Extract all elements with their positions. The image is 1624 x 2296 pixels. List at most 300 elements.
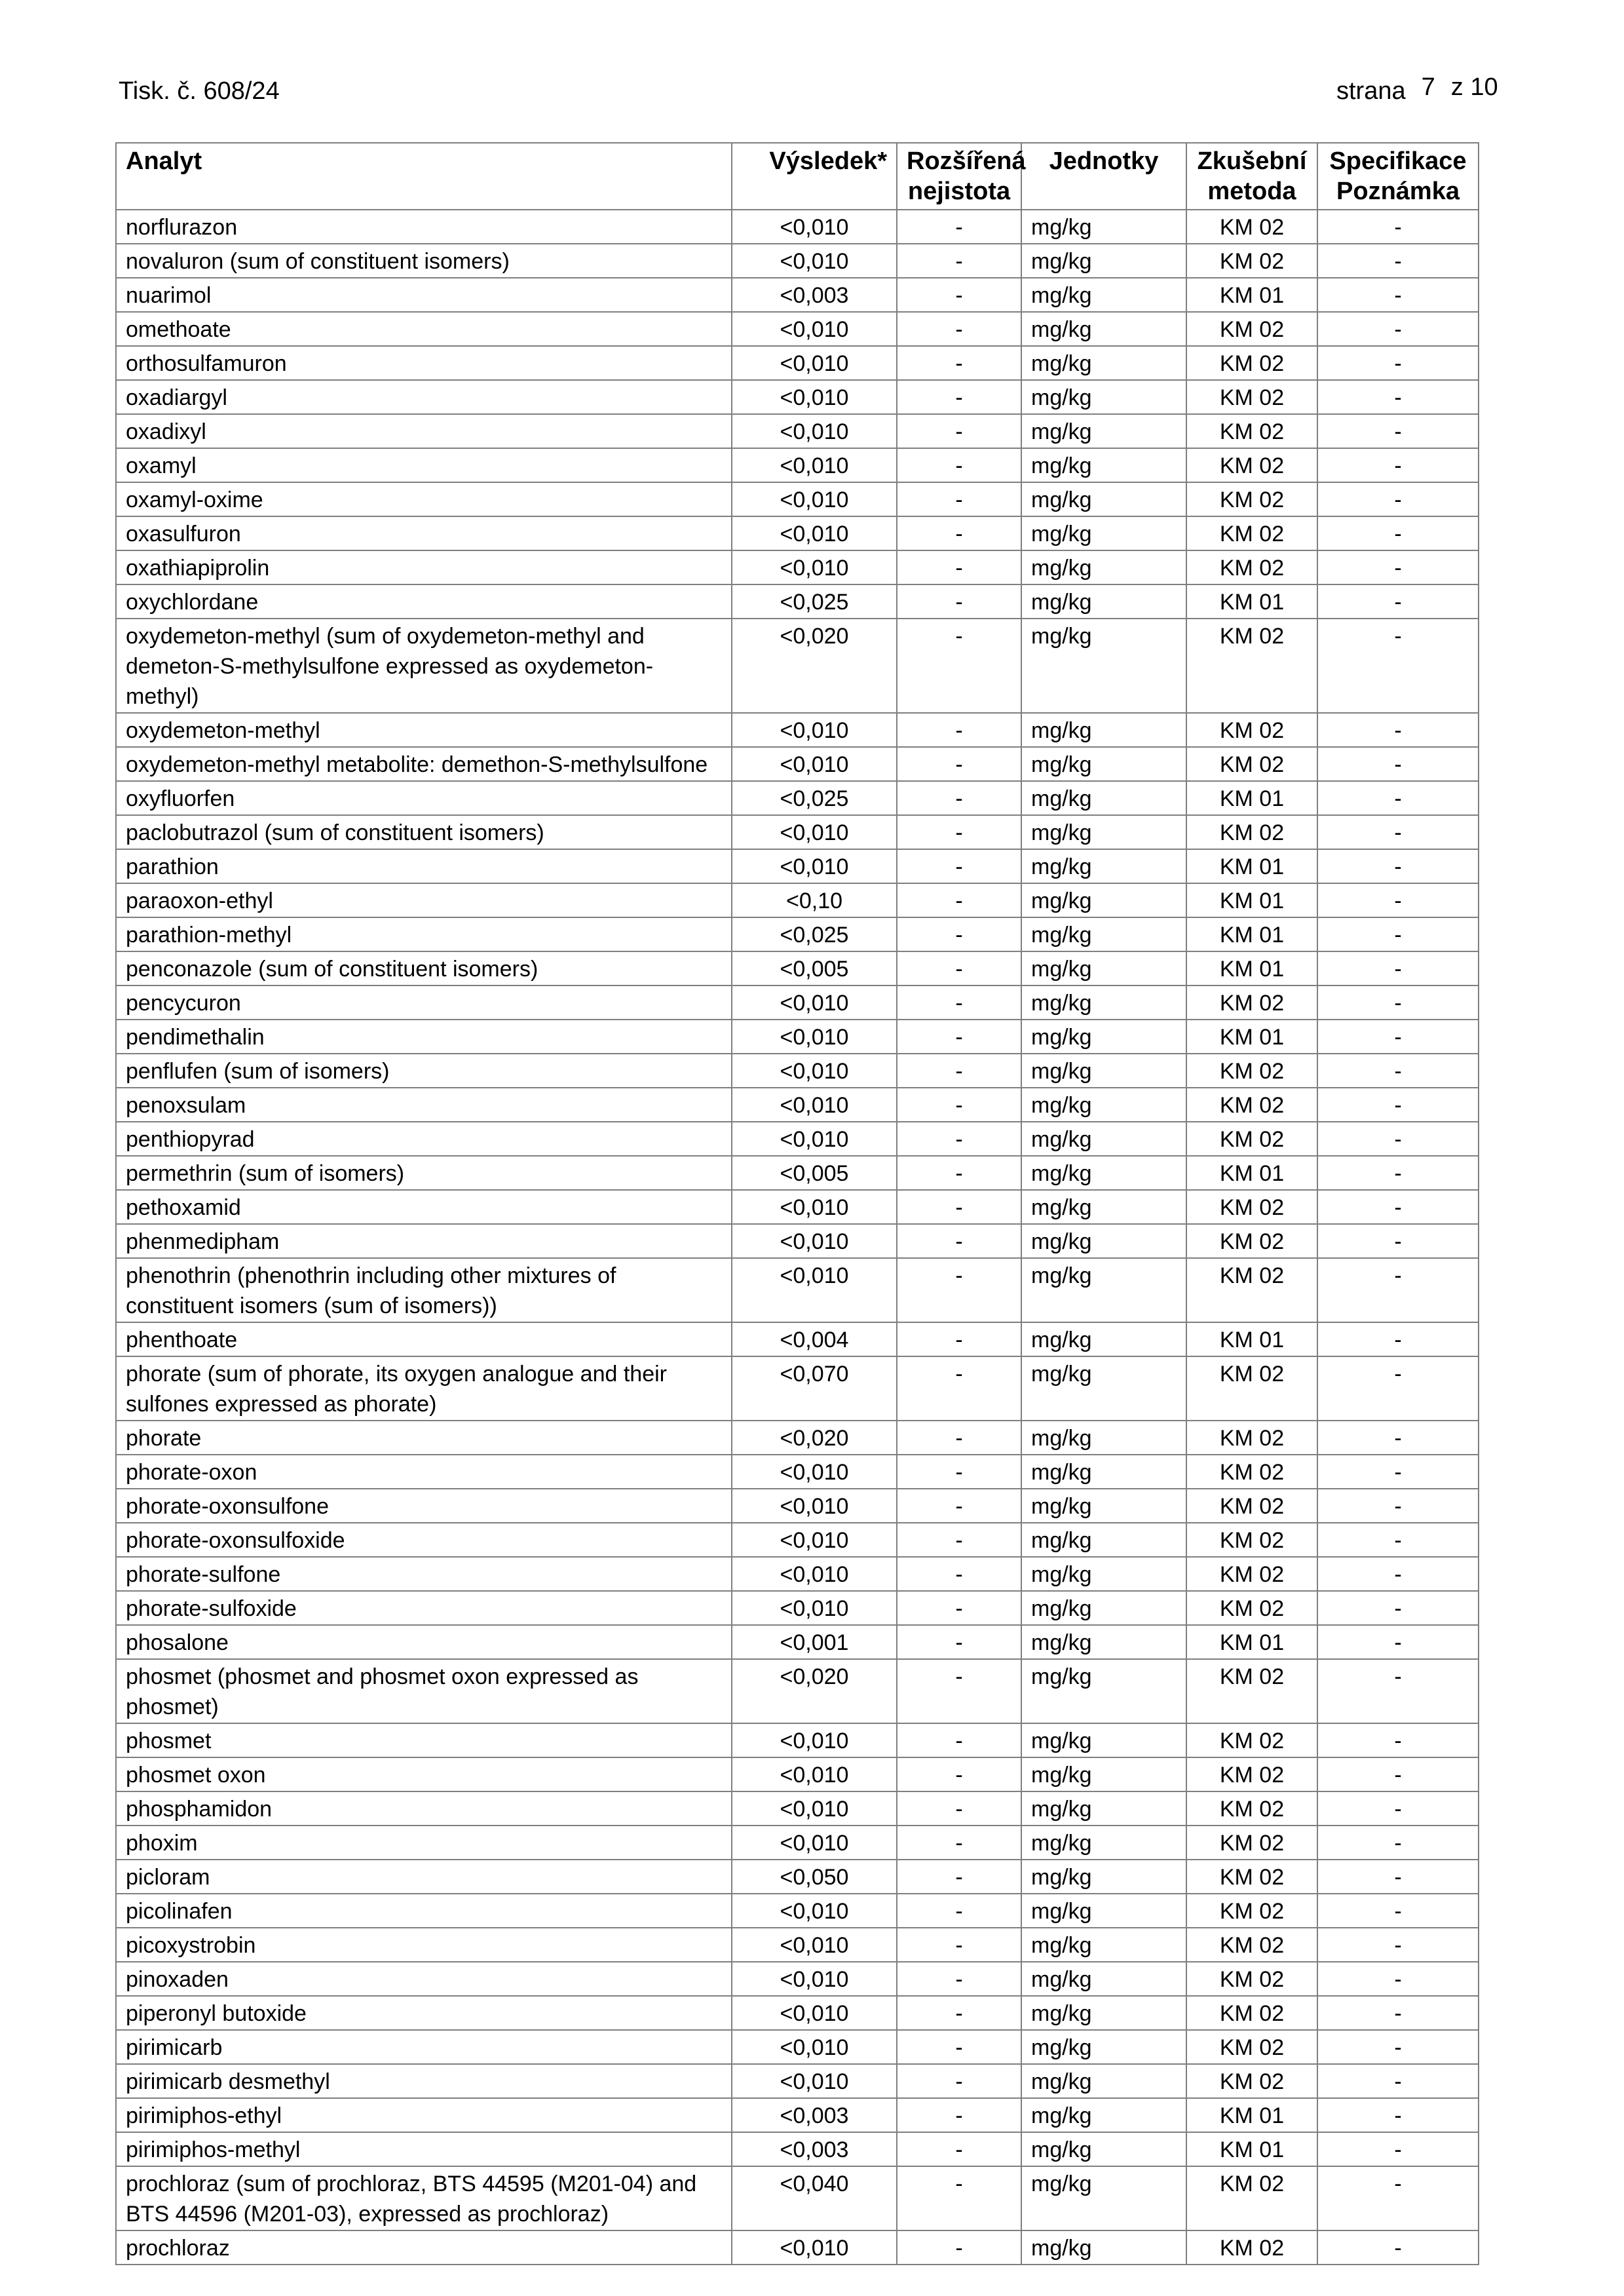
table-row: [116, 1962, 1479, 1996]
cell-spec: -: [1317, 312, 1479, 346]
cell-spec: -: [1317, 1860, 1479, 1894]
cell-unit: mg/kg: [1021, 1020, 1186, 1054]
cell-unit: mg/kg: [1021, 448, 1186, 482]
cell-result: <0,003: [732, 278, 897, 312]
cell-result: <0,003: [732, 2132, 897, 2166]
cell-uncertainty: -: [897, 1020, 1021, 1054]
cell-unit: mg/kg: [1021, 2064, 1186, 2098]
cell-spec: -: [1317, 1962, 1479, 1996]
column-header-method: Zkušební metoda: [1186, 143, 1317, 210]
cell-unit: mg/kg: [1021, 1489, 1186, 1523]
table-row: [116, 1356, 1479, 1421]
table-row: [116, 1625, 1479, 1659]
cell-unit: mg/kg: [1021, 1258, 1186, 1322]
cell-unit: mg/kg: [1021, 550, 1186, 584]
cell-unit: mg/kg: [1021, 346, 1186, 380]
cell-uncertainty: -: [897, 2230, 1021, 2265]
cell-analyt: oxadiargyl: [116, 380, 732, 414]
cell-uncertainty: -: [897, 1860, 1021, 1894]
cell-result: <0,001: [732, 1625, 897, 1659]
cell-analyt: oxamyl: [116, 448, 732, 482]
cell-result: <0,010: [732, 1826, 897, 1860]
cell-method: KM 02: [1186, 414, 1317, 448]
cell-method: KM 01: [1186, 1020, 1317, 1054]
cell-method: KM 02: [1186, 1356, 1317, 1421]
cell-spec: -: [1317, 1523, 1479, 1557]
cell-unit: mg/kg: [1021, 1757, 1186, 1791]
cell-result: <0,010: [732, 1723, 897, 1757]
cell-spec: -: [1317, 1659, 1479, 1723]
table-row: [116, 312, 1479, 346]
cell-spec: -: [1317, 1258, 1479, 1322]
cell-analyt: phosalone: [116, 1625, 732, 1659]
cell-method: KM 02: [1186, 1659, 1317, 1723]
cell-analyt: pethoxamid: [116, 1190, 732, 1224]
cell-spec: -: [1317, 244, 1479, 278]
cell-spec: -: [1317, 1224, 1479, 1258]
table-row: [116, 448, 1479, 482]
cell-result: <0,003: [732, 2098, 897, 2132]
cell-unit: mg/kg: [1021, 1928, 1186, 1962]
cell-analyt: oxasulfuron: [116, 516, 732, 550]
cell-analyt: parathion: [116, 849, 732, 883]
cell-uncertainty: -: [897, 781, 1021, 815]
cell-uncertainty: -: [897, 815, 1021, 849]
cell-spec: -: [1317, 1996, 1479, 2030]
cell-result: <0,010: [732, 2230, 897, 2265]
table-row: [116, 1322, 1479, 1356]
cell-spec: -: [1317, 1928, 1479, 1962]
table-row: [116, 210, 1479, 244]
cell-result: <0,010: [732, 482, 897, 516]
cell-unit: mg/kg: [1021, 1421, 1186, 1455]
table-row: [116, 2064, 1479, 2098]
cell-analyt: phorate: [116, 1421, 732, 1455]
cell-uncertainty: -: [897, 849, 1021, 883]
cell-spec: -: [1317, 2098, 1479, 2132]
cell-unit: mg/kg: [1021, 2230, 1186, 2265]
cell-result: <0,010: [732, 849, 897, 883]
cell-uncertainty: -: [897, 312, 1021, 346]
cell-unit: mg/kg: [1021, 1054, 1186, 1088]
table-row: [116, 883, 1479, 917]
cell-method: KM 01: [1186, 1625, 1317, 1659]
cell-uncertainty: -: [897, 1088, 1021, 1122]
cell-result: <0,010: [732, 1224, 897, 1258]
table-row: [116, 1557, 1479, 1591]
cell-result: <0,10: [732, 883, 897, 917]
cell-result: <0,010: [732, 1088, 897, 1122]
cell-analyt: norflurazon: [116, 210, 732, 244]
table-row: [116, 244, 1479, 278]
cell-method: KM 02: [1186, 1224, 1317, 1258]
cell-spec: -: [1317, 1322, 1479, 1356]
cell-uncertainty: -: [897, 619, 1021, 713]
cell-spec: -: [1317, 414, 1479, 448]
cell-uncertainty: -: [897, 1190, 1021, 1224]
table-row: [116, 747, 1479, 781]
cell-method: KM 01: [1186, 2098, 1317, 2132]
cell-spec: -: [1317, 747, 1479, 781]
cell-uncertainty: -: [897, 713, 1021, 747]
cell-method: KM 02: [1186, 985, 1317, 1020]
cell-uncertainty: -: [897, 1122, 1021, 1156]
cell-spec: -: [1317, 1489, 1479, 1523]
cell-method: KM 02: [1186, 1928, 1317, 1962]
cell-uncertainty: -: [897, 1156, 1021, 1190]
cell-analyt: phoxim: [116, 1826, 732, 1860]
cell-uncertainty: -: [897, 1455, 1021, 1489]
cell-method: KM 01: [1186, 1156, 1317, 1190]
cell-method: KM 02: [1186, 380, 1317, 414]
cell-analyt: phosphamidon: [116, 1791, 732, 1826]
table-row: [116, 550, 1479, 584]
cell-analyt: phosmet (phosmet and phosmet oxon expressed as phosmet): [116, 1659, 732, 1723]
cell-spec: -: [1317, 1591, 1479, 1625]
cell-unit: mg/kg: [1021, 1322, 1186, 1356]
table-row: [116, 2166, 1479, 2230]
cell-result: <0,004: [732, 1322, 897, 1356]
table-row: [116, 1020, 1479, 1054]
cell-spec: -: [1317, 1088, 1479, 1122]
cell-analyt: pirimiphos-ethyl: [116, 2098, 732, 2132]
cell-uncertainty: -: [897, 1659, 1021, 1723]
cell-unit: mg/kg: [1021, 210, 1186, 244]
cell-uncertainty: -: [897, 1356, 1021, 1421]
cell-method: KM 02: [1186, 448, 1317, 482]
table-row: [116, 1996, 1479, 2030]
cell-result: <0,010: [732, 1523, 897, 1557]
column-header-unit: Jednotky: [1021, 143, 1186, 210]
cell-unit: mg/kg: [1021, 2030, 1186, 2064]
cell-analyt: phenthoate: [116, 1322, 732, 1356]
page-indicator: [1336, 73, 1498, 105]
cell-result: <0,010: [732, 244, 897, 278]
cell-result: <0,025: [732, 917, 897, 951]
cell-analyt: phenothrin (phenothrin including other mixtures of constituent isomers (sum of isomers)): [116, 1258, 732, 1322]
cell-result: <0,020: [732, 1421, 897, 1455]
cell-uncertainty: -: [897, 747, 1021, 781]
table-row: [116, 985, 1479, 1020]
column-header-analyt: Analyt: [116, 143, 732, 210]
cell-unit: mg/kg: [1021, 244, 1186, 278]
cell-analyt: phorate-oxon: [116, 1455, 732, 1489]
cell-uncertainty: -: [897, 883, 1021, 917]
table-row: [116, 1054, 1479, 1088]
cell-analyt: prochloraz (sum of prochloraz, BTS 44595 (M201-04) and BTS 44596 (M201-03), expressed as prochloraz): [116, 2166, 732, 2230]
cell-method: KM 02: [1186, 1860, 1317, 1894]
cell-uncertainty: -: [897, 1996, 1021, 2030]
table-row: [116, 414, 1479, 448]
cell-method: KM 01: [1186, 2132, 1317, 2166]
cell-analyt: phorate (sum of phorate, its oxygen analogue and their sulfones expressed as phorate): [116, 1356, 732, 1421]
cell-analyt: penflufen (sum of isomers): [116, 1054, 732, 1088]
cell-analyt: phenmedipham: [116, 1224, 732, 1258]
table-row: [116, 346, 1479, 380]
cell-spec: -: [1317, 584, 1479, 619]
cell-spec: -: [1317, 883, 1479, 917]
cell-method: KM 01: [1186, 849, 1317, 883]
cell-method: KM 01: [1186, 951, 1317, 985]
cell-result: <0,040: [732, 2166, 897, 2230]
cell-result: <0,010: [732, 380, 897, 414]
cell-spec: -: [1317, 815, 1479, 849]
cell-result: <0,005: [732, 1156, 897, 1190]
table-row: [116, 1156, 1479, 1190]
cell-result: <0,010: [732, 346, 897, 380]
cell-analyt: oxadixyl: [116, 414, 732, 448]
cell-analyt: permethrin (sum of isomers): [116, 1156, 732, 1190]
table-row: [116, 1659, 1479, 1723]
cell-spec: -: [1317, 482, 1479, 516]
cell-analyt: prochloraz: [116, 2230, 732, 2265]
cell-spec: -: [1317, 1156, 1479, 1190]
cell-spec: -: [1317, 917, 1479, 951]
cell-unit: mg/kg: [1021, 1156, 1186, 1190]
cell-spec: -: [1317, 380, 1479, 414]
cell-uncertainty: -: [897, 1489, 1021, 1523]
cell-result: <0,010: [732, 1591, 897, 1625]
table-row: [116, 2030, 1479, 2064]
cell-method: KM 02: [1186, 619, 1317, 713]
cell-analyt: parathion-methyl: [116, 917, 732, 951]
cell-uncertainty: -: [897, 1625, 1021, 1659]
cell-uncertainty: -: [897, 1928, 1021, 1962]
cell-analyt: phosmet oxon: [116, 1757, 732, 1791]
cell-method: KM 01: [1186, 917, 1317, 951]
cell-result: <0,010: [732, 1894, 897, 1928]
cell-method: KM 01: [1186, 584, 1317, 619]
cell-method: KM 02: [1186, 244, 1317, 278]
cell-method: KM 01: [1186, 1322, 1317, 1356]
cell-result: <0,010: [732, 1054, 897, 1088]
table-row: [116, 516, 1479, 550]
cell-method: KM 02: [1186, 2064, 1317, 2098]
cell-unit: mg/kg: [1021, 815, 1186, 849]
cell-spec: -: [1317, 1826, 1479, 1860]
cell-method: KM 01: [1186, 278, 1317, 312]
table-row: [116, 1258, 1479, 1322]
cell-method: KM 02: [1186, 1894, 1317, 1928]
cell-analyt: penconazole (sum of constituent isomers): [116, 951, 732, 985]
table-row: [116, 713, 1479, 747]
cell-method: KM 02: [1186, 1996, 1317, 2030]
cell-analyt: picloram: [116, 1860, 732, 1894]
cell-uncertainty: -: [897, 1591, 1021, 1625]
cell-spec: -: [1317, 2230, 1479, 2265]
cell-unit: mg/kg: [1021, 849, 1186, 883]
cell-unit: mg/kg: [1021, 1996, 1186, 2030]
cell-unit: mg/kg: [1021, 985, 1186, 1020]
cell-method: KM 02: [1186, 2030, 1317, 2064]
cell-result: <0,010: [732, 1791, 897, 1826]
cell-unit: mg/kg: [1021, 1224, 1186, 1258]
cell-method: KM 02: [1186, 2166, 1317, 2230]
cell-uncertainty: -: [897, 584, 1021, 619]
cell-unit: mg/kg: [1021, 1791, 1186, 1826]
cell-spec: -: [1317, 985, 1479, 1020]
cell-method: KM 01: [1186, 883, 1317, 917]
cell-result: <0,010: [732, 516, 897, 550]
cell-spec: -: [1317, 1894, 1479, 1928]
cell-uncertainty: -: [897, 346, 1021, 380]
cell-spec: -: [1317, 781, 1479, 815]
cell-result: <0,010: [732, 1996, 897, 2030]
cell-method: KM 02: [1186, 1455, 1317, 1489]
cell-spec: -: [1317, 1122, 1479, 1156]
cell-result: <0,010: [732, 1455, 897, 1489]
table-row: [116, 619, 1479, 713]
cell-spec: -: [1317, 1791, 1479, 1826]
cell-spec: -: [1317, 951, 1479, 985]
cell-analyt: phorate-oxonsulfone: [116, 1489, 732, 1523]
cell-result: <0,020: [732, 619, 897, 713]
cell-uncertainty: -: [897, 2132, 1021, 2166]
table-row: [116, 1826, 1479, 1860]
cell-result: <0,010: [732, 1962, 897, 1996]
cell-unit: mg/kg: [1021, 1723, 1186, 1757]
table-row: [116, 2230, 1479, 2265]
cell-uncertainty: -: [897, 2064, 1021, 2098]
cell-unit: mg/kg: [1021, 1659, 1186, 1723]
table-row: [116, 1523, 1479, 1557]
cell-method: KM 02: [1186, 1826, 1317, 1860]
cell-result: <0,070: [732, 1356, 897, 1421]
cell-unit: mg/kg: [1021, 516, 1186, 550]
cell-method: KM 02: [1186, 1757, 1317, 1791]
cell-uncertainty: -: [897, 1894, 1021, 1928]
cell-uncertainty: -: [897, 1791, 1021, 1826]
cell-analyt: phorate-oxonsulfoxide: [116, 1523, 732, 1557]
table-row: [116, 482, 1479, 516]
document-number: Tisk. č. 608/24: [119, 77, 280, 105]
cell-analyt: penoxsulam: [116, 1088, 732, 1122]
cell-analyt: pinoxaden: [116, 1962, 732, 1996]
table-row: [116, 1894, 1479, 1928]
cell-uncertainty: -: [897, 1258, 1021, 1322]
cell-result: <0,005: [732, 951, 897, 985]
cell-unit: mg/kg: [1021, 1962, 1186, 1996]
cell-uncertainty: -: [897, 482, 1021, 516]
cell-result: <0,010: [732, 1928, 897, 1962]
cell-spec: -: [1317, 849, 1479, 883]
table-row: [116, 781, 1479, 815]
cell-unit: mg/kg: [1021, 2098, 1186, 2132]
table-row: [116, 2132, 1479, 2166]
cell-uncertainty: -: [897, 1322, 1021, 1356]
cell-result: <0,010: [732, 2030, 897, 2064]
cell-unit: mg/kg: [1021, 781, 1186, 815]
cell-method: KM 02: [1186, 346, 1317, 380]
cell-analyt: nuarimol: [116, 278, 732, 312]
cell-uncertainty: -: [897, 244, 1021, 278]
cell-analyt: oxyfluorfen: [116, 781, 732, 815]
cell-spec: -: [1317, 1723, 1479, 1757]
cell-spec: -: [1317, 2166, 1479, 2230]
cell-uncertainty: -: [897, 1962, 1021, 1996]
cell-method: KM 02: [1186, 713, 1317, 747]
table-row: [116, 380, 1479, 414]
cell-result: <0,010: [732, 550, 897, 584]
cell-analyt: oxydemeton-methyl metabolite: demethon-S-methylsulfone: [116, 747, 732, 781]
table-row: [116, 1791, 1479, 1826]
cell-method: KM 02: [1186, 1591, 1317, 1625]
cell-method: KM 02: [1186, 1258, 1317, 1322]
cell-uncertainty: -: [897, 448, 1021, 482]
cell-spec: -: [1317, 2064, 1479, 2098]
column-header-result: Výsledek*: [732, 143, 897, 210]
cell-analyt: oxydemeton-methyl (sum of oxydemeton-methyl and demeton-S-methylsulfone expressed as oxydemeton-methyl): [116, 619, 732, 713]
cell-uncertainty: -: [897, 951, 1021, 985]
cell-analyt: paraoxon-ethyl: [116, 883, 732, 917]
cell-result: <0,020: [732, 1659, 897, 1723]
cell-method: KM 02: [1186, 1088, 1317, 1122]
cell-analyt: phorate-sulfone: [116, 1557, 732, 1591]
cell-unit: mg/kg: [1021, 278, 1186, 312]
cell-result: <0,010: [732, 448, 897, 482]
cell-uncertainty: -: [897, 1224, 1021, 1258]
cell-analyt: pencycuron: [116, 985, 732, 1020]
cell-uncertainty: -: [897, 1523, 1021, 1557]
cell-unit: mg/kg: [1021, 1190, 1186, 1224]
cell-unit: mg/kg: [1021, 951, 1186, 985]
table-row: [116, 1122, 1479, 1156]
table-row: [116, 1489, 1479, 1523]
cell-method: KM 02: [1186, 1723, 1317, 1757]
cell-method: KM 02: [1186, 815, 1317, 849]
cell-spec: -: [1317, 550, 1479, 584]
cell-unit: mg/kg: [1021, 1356, 1186, 1421]
page-total: z 10: [1450, 73, 1498, 101]
table-row: [116, 1591, 1479, 1625]
cell-analyt: pirimiphos-methyl: [116, 2132, 732, 2166]
cell-spec: -: [1317, 713, 1479, 747]
cell-result: <0,010: [732, 1020, 897, 1054]
cell-spec: -: [1317, 1190, 1479, 1224]
cell-method: KM 02: [1186, 747, 1317, 781]
cell-unit: mg/kg: [1021, 2132, 1186, 2166]
cell-result: <0,010: [732, 2064, 897, 2098]
cell-analyt: oxathiapiprolin: [116, 550, 732, 584]
column-header-uncertainty: Rozšířená nejistota: [897, 143, 1021, 210]
cell-unit: mg/kg: [1021, 1523, 1186, 1557]
results-table: [115, 142, 1479, 2265]
cell-method: KM 01: [1186, 781, 1317, 815]
cell-result: <0,050: [732, 1860, 897, 1894]
cell-unit: mg/kg: [1021, 1455, 1186, 1489]
cell-spec: -: [1317, 1356, 1479, 1421]
cell-uncertainty: -: [897, 380, 1021, 414]
cell-analyt: penthiopyrad: [116, 1122, 732, 1156]
cell-analyt: pirimicarb desmethyl: [116, 2064, 732, 2098]
cell-uncertainty: -: [897, 550, 1021, 584]
cell-unit: mg/kg: [1021, 619, 1186, 713]
cell-spec: -: [1317, 1757, 1479, 1791]
cell-spec: -: [1317, 516, 1479, 550]
cell-method: KM 02: [1186, 312, 1317, 346]
cell-method: KM 02: [1186, 1190, 1317, 1224]
cell-uncertainty: -: [897, 1054, 1021, 1088]
cell-method: KM 02: [1186, 1962, 1317, 1996]
cell-result: <0,010: [732, 312, 897, 346]
cell-uncertainty: -: [897, 2098, 1021, 2132]
cell-unit: mg/kg: [1021, 713, 1186, 747]
column-header-spec: Specifikace Poznámka: [1317, 143, 1479, 210]
cell-spec: -: [1317, 619, 1479, 713]
table-row: [116, 951, 1479, 985]
table-row: [116, 1088, 1479, 1122]
cell-method: KM 02: [1186, 1791, 1317, 1826]
